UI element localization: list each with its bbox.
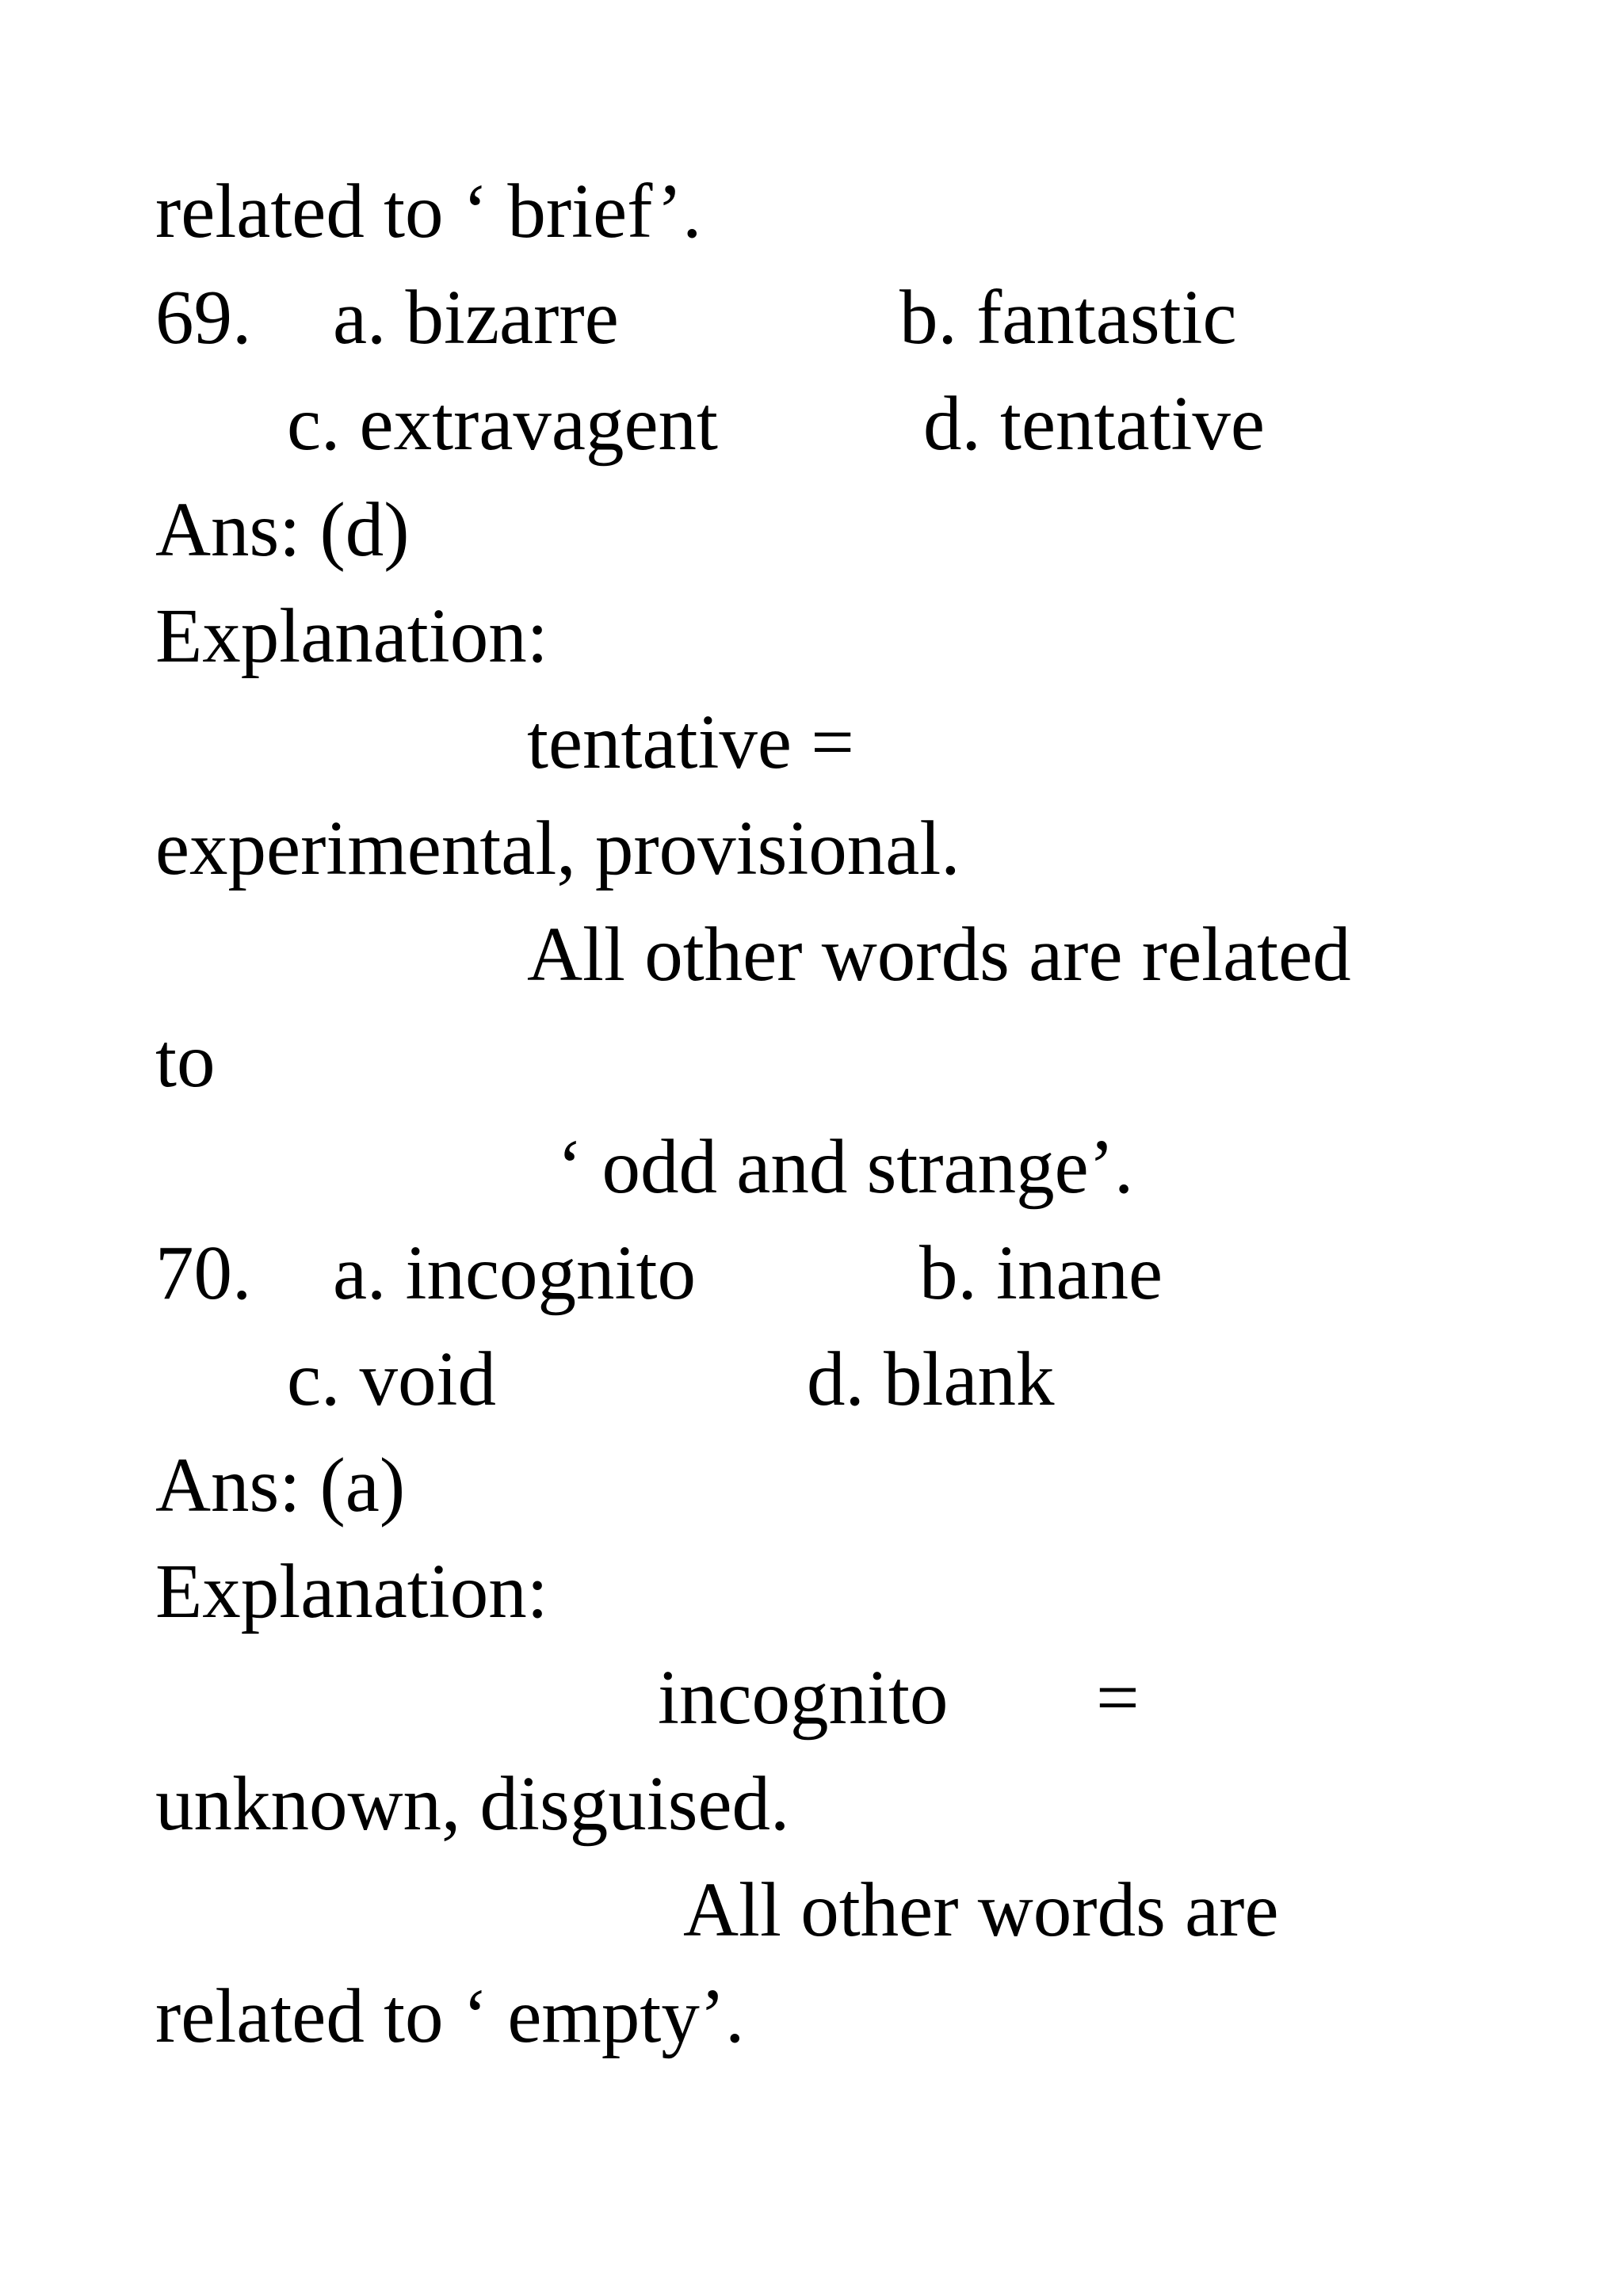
explanation-heading: Explanation: bbox=[155, 593, 548, 678]
text-line: ‘ odd and strange’. bbox=[557, 1124, 1134, 1209]
text-line: related to ‘ empty’. bbox=[155, 1974, 745, 2058]
text-line: All other words are bbox=[683, 1867, 1279, 1952]
option-d: d. tentative bbox=[923, 381, 1265, 466]
text-line: experimental, provisional. bbox=[155, 806, 960, 891]
text-line: = bbox=[1096, 1655, 1140, 1740]
explanation-heading: Explanation: bbox=[155, 1549, 548, 1634]
answer-line: Ans: (a) bbox=[155, 1443, 406, 1527]
question-number: 70. bbox=[155, 1230, 252, 1315]
option-b: b. inane bbox=[919, 1230, 1163, 1315]
text-line: related to ‘ brief’. bbox=[155, 169, 702, 254]
text-line: All other words are related bbox=[527, 912, 1351, 997]
option-c: c. void bbox=[287, 1337, 497, 1421]
text-line: tentative = bbox=[527, 700, 854, 784]
text-line: unknown, disguised. bbox=[155, 1761, 790, 1846]
text-line: incognito bbox=[658, 1655, 949, 1740]
option-d: d. blank bbox=[807, 1337, 1055, 1421]
question-number: 69. bbox=[155, 275, 252, 360]
text-line: to bbox=[155, 1018, 216, 1103]
option-b: b. fantastic bbox=[899, 275, 1237, 360]
answer-line: Ans: (d) bbox=[155, 487, 410, 572]
option-c: c. extravagent bbox=[287, 381, 718, 466]
option-a: a. bizarre bbox=[333, 275, 619, 360]
option-a: a. incognito bbox=[333, 1230, 696, 1315]
